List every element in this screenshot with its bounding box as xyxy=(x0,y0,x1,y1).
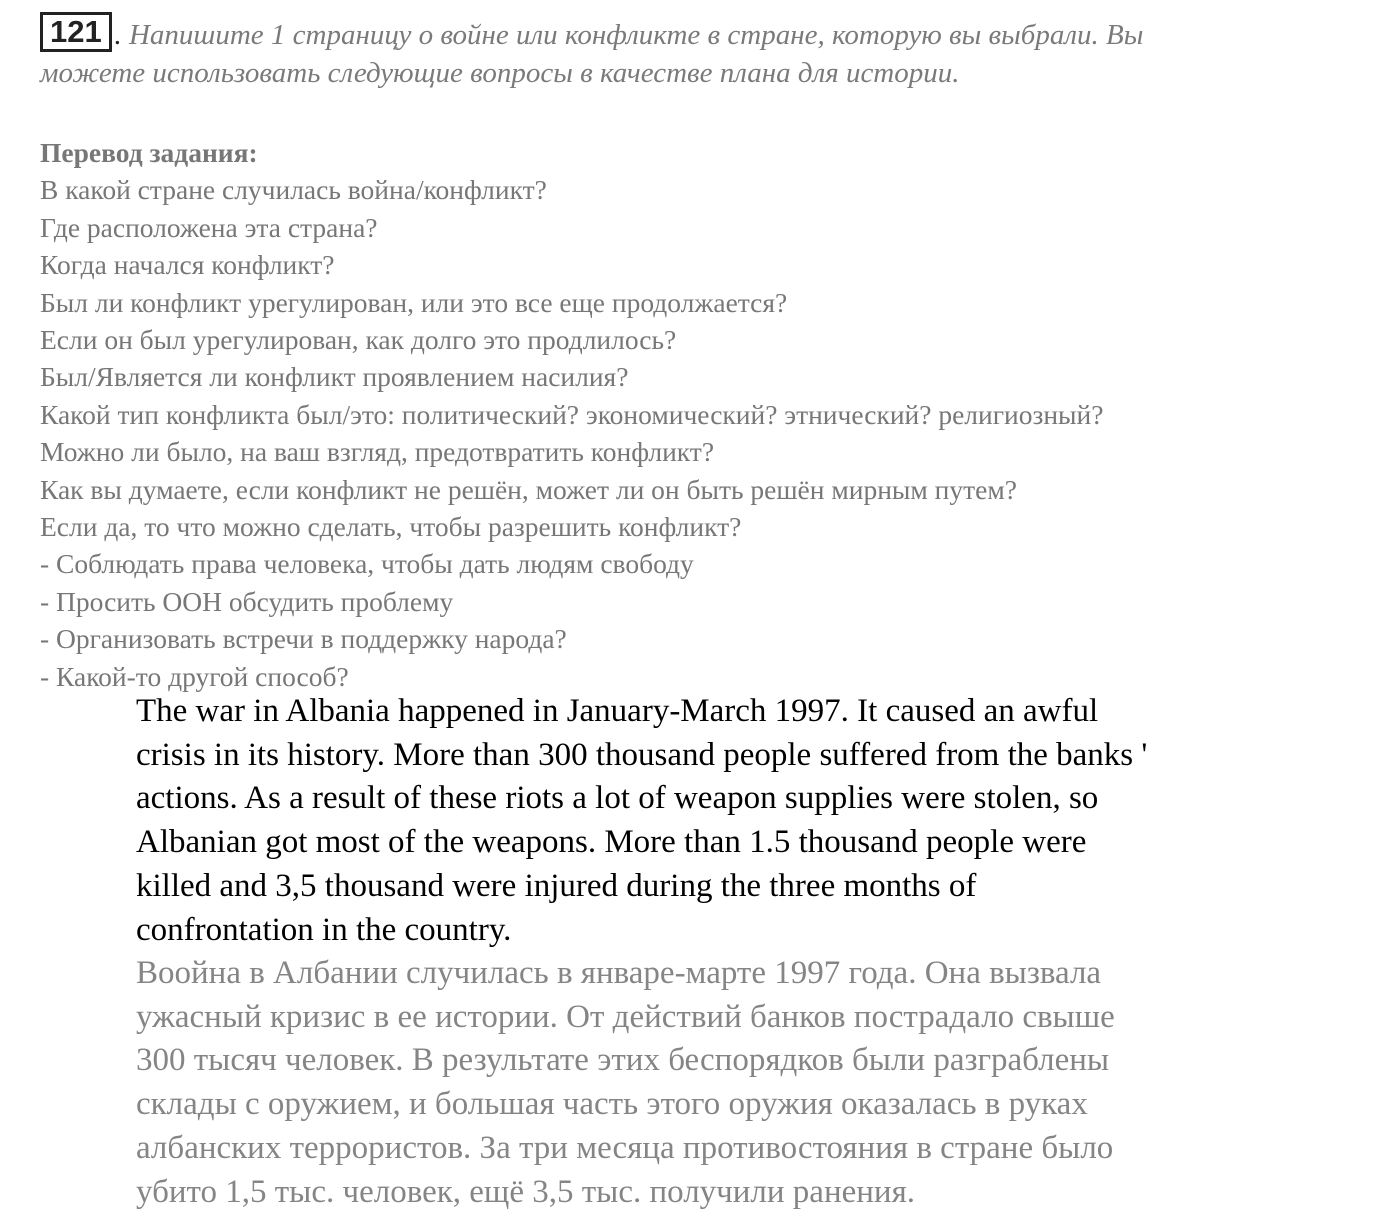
translation-option: - Организовать встречи в поддержку народа? xyxy=(40,623,567,655)
answer-en-line: The war in Albania happened in January-March 1997. It caused an awful xyxy=(136,693,1099,729)
answer-en-line: killed and 3,5 thousand were injured during the three months of xyxy=(136,867,977,904)
translation-question: Как вы думаете, если конфликт не решён, может ли он быть решён мирным путем? xyxy=(40,473,1017,505)
translation-question: Был/Является ли конфликт проявлением насилия? xyxy=(40,361,629,393)
translation-question: Какой тип конфликта был/это: политический? экономический? этнический? религиозный? xyxy=(40,398,1104,430)
task-header xyxy=(40,12,1360,92)
answer-ru-line: ужасный кризис в ее истории. От действий банков пострадало свыше xyxy=(136,998,1115,1035)
answer-en-line: actions. As a result of these riots a lot of weapon supplies were stolen, so xyxy=(136,780,1099,817)
answer-ru-line: 300 тысяч человек. В результате этих беспорядков были разграблены xyxy=(136,1042,1110,1079)
translation-option: - Соблюдать права человека, чтобы дать людям свободу xyxy=(40,548,694,580)
task-translation xyxy=(40,134,1380,695)
task-number-box: 121 xyxy=(40,12,112,52)
answer-en-line: crisis in its history. More than 300 thousand people suffered from the banks ' xyxy=(136,736,1148,773)
task-text-line: Напишите 1 страницу о войне или конфликте в стране, которую вы выбрали. Вы xyxy=(128,19,1144,51)
task-line-1 xyxy=(40,12,1360,54)
translation-question: Был ли конфликт урегулирован, или это все еще продолжается? xyxy=(40,286,788,318)
answer-ru-line: албанских террористов. За три месяца противостояния в стране было xyxy=(136,1129,1114,1166)
translation-option: - Какой-то другой способ? xyxy=(40,660,349,692)
translation-title: Перевод задания: xyxy=(40,137,258,168)
answer-russian xyxy=(136,952,1356,1214)
answer-ru-line: склады с оружием, и большая часть этого оружия оказалась в руках xyxy=(136,1086,1088,1123)
task-text-line: можете использовать следующие вопросы в качестве плана для истории. xyxy=(40,57,960,89)
answer-ru-line: убито 1,5 тыс. человек, ещё 3,5 тыс. получили ранения. xyxy=(136,1173,915,1210)
translation-question: Если да, то что можно сделать, чтобы разрешить конфликт? xyxy=(40,511,742,543)
translation-question: Когда начался конфликт? xyxy=(40,249,335,281)
answer-english xyxy=(136,690,1356,952)
translation-question: Если он был урегулирован, как долго это продлилось? xyxy=(40,324,677,356)
translation-question: Можно ли было, на ваш взгляд, предотвратить конфликт? xyxy=(40,436,715,468)
translation-question: Где расположена эта страна? xyxy=(40,211,378,243)
answer-en-line: confrontation in the country. xyxy=(136,911,512,948)
answer-ru-line: Воойна в Албании случилась в январе-марте 1997 года. Она вызвала xyxy=(136,955,1102,991)
translation-option: - Просить ООН обсудить проблему xyxy=(40,585,454,617)
answer-en-line: Albanian got most of the weapons. More than 1.5 thousand people were xyxy=(136,824,1087,861)
translation-question: В какой стране случилась война/конфликт? xyxy=(40,174,547,206)
task-number-dot: . xyxy=(113,19,121,51)
